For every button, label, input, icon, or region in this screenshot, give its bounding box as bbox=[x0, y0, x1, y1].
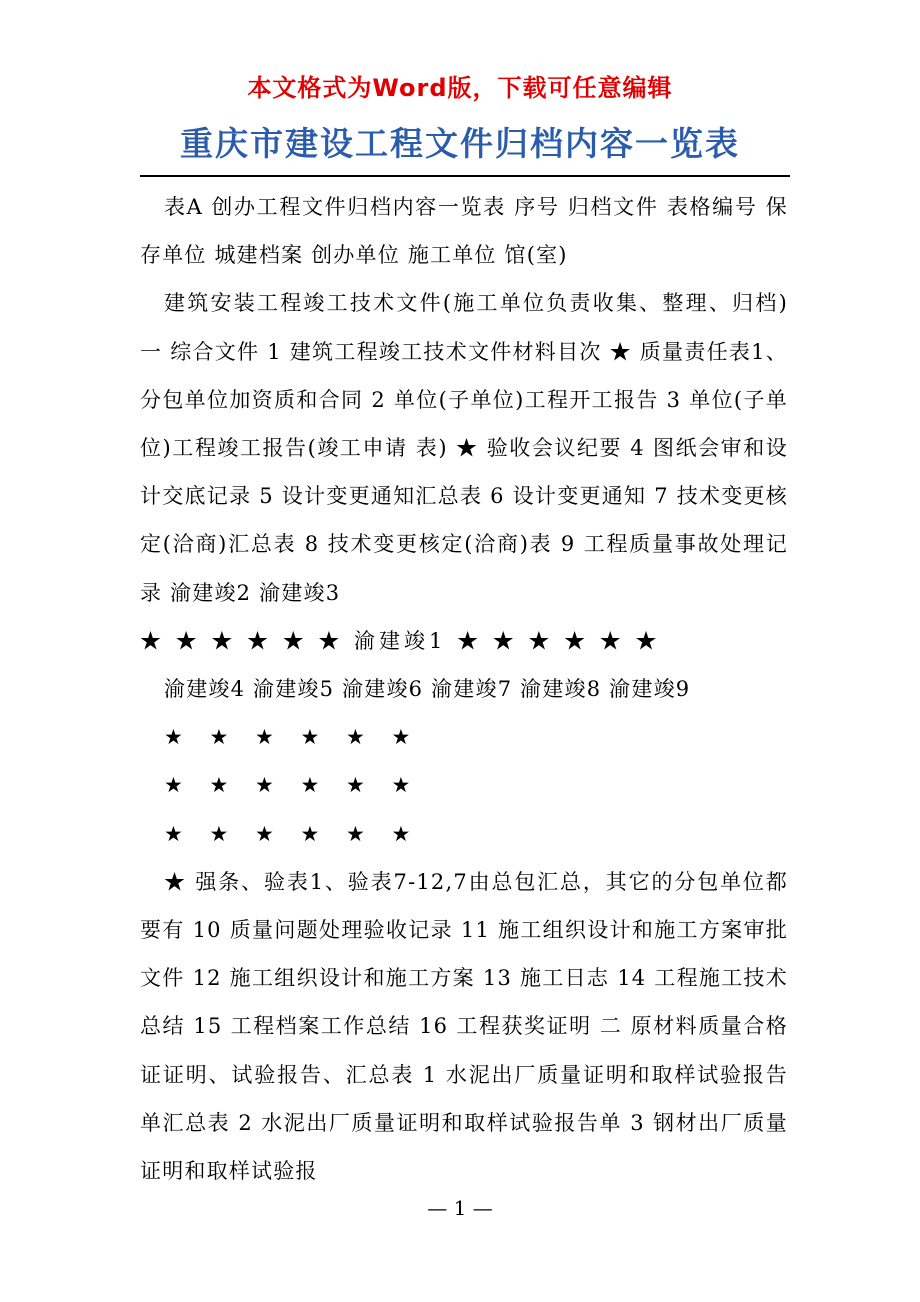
title-divider bbox=[140, 175, 790, 177]
page-number: — 1 — bbox=[427, 1196, 493, 1220]
format-notice-banner: 本文格式为Word版，下载可任意编辑 bbox=[247, 74, 673, 102]
star-row: ★ ★ ★ ★ ★ ★ bbox=[164, 725, 421, 750]
paragraph-completion-documents: 建筑安装工程竣工技术文件(施工单位负责收集、整理、归档) 一 综合文件 1 建筑工程竣工技术文件材料目次 ★ 质量责任表1、分包单位加资质和合同 2 单位(子单位)工程开工报告 3 单位(子单位)工程竣工报告(竣工申请 表) ★ 验收会议纪要 4 图纸会审和设计交底记录 5 设计变更通知汇总表 6 设计变更通知 7 技术变更核定(洽商)汇总表 8 技术变更核定(洽商)表 9 工程质量事故处理记录 渝建竣2 渝建竣3 bbox=[140, 291, 788, 605]
paragraph-materials-list: ★ 强条、验表1、验表7-12,7由总包汇总，其它的分包单位都要有 10 质量问题处理验收记录 11 施工组织设计和施工方案审批文件 12 施工组织设计和施工方案 13 施工日志 14 工程施工技术总结 15 工程档案工作总结 16 工程获奖证明 二 原材料质量合格证证明、试验报告、汇总表 1 水泥出厂质量证明和取样试验报告单汇总表 2 水泥出厂质量证明和取样试验报告单 3 钢材出厂质量证明和取样试验报 bbox=[140, 869, 788, 1184]
star-row-with-code: ★ ★ ★ ★ ★ ★ 渝建竣1 ★ ★ ★ ★ ★ ★ bbox=[140, 628, 661, 653]
star-row: ★ ★ ★ ★ ★ ★ bbox=[164, 821, 421, 846]
document-title: 重庆市建设工程文件归档内容一览表 bbox=[180, 124, 740, 163]
paragraph-archive-table-header: 表A 创办工程文件归档内容一览表 序号 归档文件 表格编号 保存单位 城建档案 创办单位 施工单位 馆(室) bbox=[140, 195, 788, 268]
document-body bbox=[140, 183, 788, 1195]
paragraph-form-codes: 渝建竣4 渝建竣5 渝建竣6 渝建竣7 渝建竣8 渝建竣9 bbox=[164, 677, 691, 702]
star-row: ★ ★ ★ ★ ★ ★ bbox=[164, 773, 421, 798]
